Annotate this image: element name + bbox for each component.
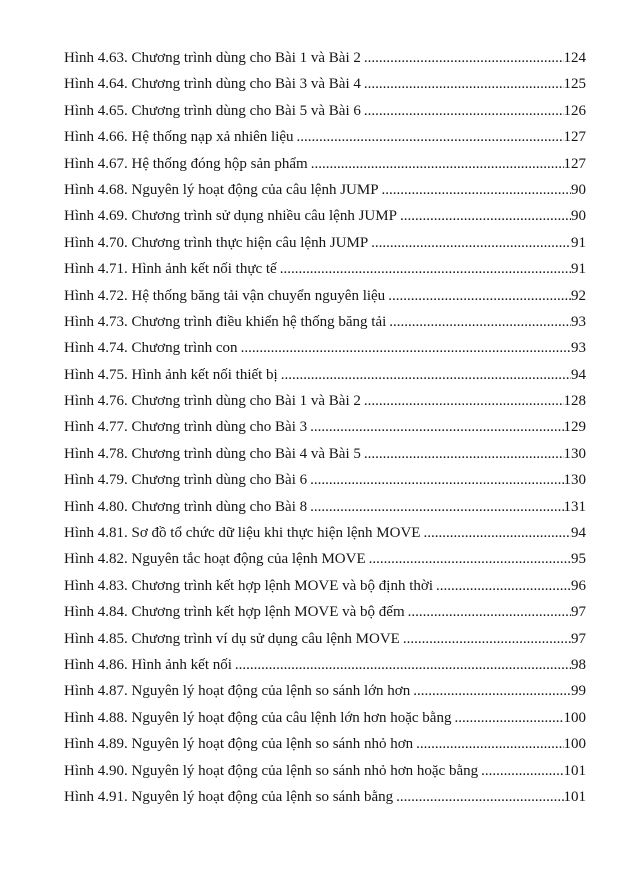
toc-entry: [64, 388, 586, 414]
dot-leader: [307, 494, 563, 520]
toc-entry-label: Hình 4.77. Chương trình dùng cho Bài 3: [64, 419, 308, 436]
toc-entry-label: Hình 4.87. Nguyên lý hoạt động của lệnh so sánh lớn hơn: [64, 683, 411, 700]
toc-entry: [64, 256, 586, 282]
toc-entry-page: 101: [563, 762, 586, 779]
dot-leader: [379, 177, 571, 203]
dot-leader: [361, 71, 564, 97]
toc-entry: [64, 203, 586, 229]
dot-leader: [238, 335, 571, 361]
toc-entry: [64, 230, 586, 256]
toc-entry-label: Hình 4.63. Chương trình dùng cho Bài 1 và Bài 2: [64, 50, 361, 66]
toc-entry-page: 92: [571, 287, 586, 304]
toc-entry: [64, 652, 586, 678]
dot-leader: [410, 678, 571, 704]
toc-entry-page: 94: [571, 525, 586, 542]
dot-leader: [420, 520, 571, 546]
dot-leader: [307, 414, 563, 440]
toc-entry-label: Hình 4.89. Nguyên lý hoạt động của lệnh so sánh nhỏ hơn: [64, 736, 414, 753]
toc-entry-page: 96: [571, 577, 586, 594]
toc-entry-label: Hình 4.74. Chương trình con: [64, 340, 238, 357]
toc-entry: [64, 731, 586, 757]
toc-entry-label: Hình 4.73. Chương trình điều khiển hệ thống băng tải: [64, 313, 387, 330]
toc-entry-label: Hình 4.68. Nguyên lý hoạt động của câu lệnh JUMP: [64, 181, 379, 198]
toc-entry-label: Hình 4.83. Chương trình kết hợp lệnh MOVE và bộ định thời: [64, 577, 433, 594]
toc-entry: [64, 362, 586, 388]
toc-entry: [64, 758, 586, 784]
toc-entry-page: 99: [571, 683, 586, 700]
dot-leader: [478, 758, 563, 784]
toc-entry-page: 100: [563, 709, 586, 726]
dot-leader: [277, 256, 571, 282]
toc-entry: [64, 414, 586, 440]
dot-leader: [278, 362, 571, 388]
toc-entry-label: Hình 4.79. Chương trình dùng cho Bài 6: [64, 472, 308, 489]
dot-leader: [433, 573, 571, 599]
toc-entry-page: 93: [571, 313, 586, 330]
toc-entry-label: Hình 4.90. Nguyên lý hoạt động của lệnh so sánh nhỏ hơn hoặc bằng: [64, 762, 479, 779]
dot-leader: [393, 784, 563, 810]
toc-entry-page: 125: [563, 76, 586, 93]
toc-entry-page: 94: [571, 366, 586, 383]
dot-leader: [294, 124, 564, 150]
dot-leader: [400, 626, 571, 652]
toc-entry-label: Hình 4.82. Nguyên tắc hoạt động của lệnh MOVE: [64, 551, 366, 568]
toc-entry-label: Hình 4.88. Nguyên lý hoạt động của câu lệnh lớn hơn hoặc bằng: [64, 709, 452, 726]
dot-leader: [361, 388, 564, 414]
toc-entry: [64, 626, 586, 652]
toc-entry-page: 129: [563, 419, 586, 436]
toc-entry-page: 93: [571, 340, 586, 357]
list-of-figures: [64, 45, 586, 810]
toc-entry-label: Hình 4.71. Hình ảnh kết nối thực tế: [64, 261, 277, 278]
dot-leader: [308, 151, 564, 177]
toc-entry-label: Hình 4.76. Chương trình dùng cho Bài 1 và Bài 2: [64, 393, 361, 410]
toc-entry-page: 130: [563, 472, 586, 489]
dot-leader: [361, 45, 564, 71]
toc-entry-label: Hình 4.86. Hình ảnh kết nối: [64, 656, 232, 673]
toc-entry: [64, 599, 586, 625]
toc-entry: [64, 335, 586, 361]
dot-leader: [385, 283, 571, 309]
dot-leader: [232, 652, 571, 678]
toc-entry: [64, 784, 586, 810]
dot-leader: [361, 441, 564, 467]
toc-entry-label: Hình 4.81. Sơ đồ tổ chức dữ liệu khi thực hiện lệnh MOVE: [64, 525, 421, 542]
toc-entry-page: 91: [571, 261, 586, 278]
toc-entry-page: 131: [563, 498, 586, 515]
dot-leader: [368, 230, 571, 256]
toc-entry-page: 127: [563, 129, 586, 146]
toc-entry-label: Hình 4.65. Chương trình dùng cho Bài 5 và Bài 6: [64, 102, 361, 119]
toc-entry-label: Hình 4.67. Hệ thống đóng hộp sản phẩm: [64, 155, 308, 172]
dot-leader: [451, 705, 563, 731]
toc-entry-label: Hình 4.70. Chương trình thực hiện câu lệnh JUMP: [64, 234, 369, 251]
toc-entry: [64, 283, 586, 309]
dot-leader: [397, 203, 571, 229]
toc-entry: [64, 546, 586, 572]
toc-entry: [64, 124, 586, 150]
toc-entry-page: 97: [571, 630, 586, 647]
toc-entry-page: 124: [563, 50, 586, 66]
toc-entry-label: Hình 4.69. Chương trình sử dụng nhiều câu lệnh JUMP: [64, 208, 397, 225]
toc-entry-page: 127: [563, 155, 586, 172]
dot-leader: [413, 731, 563, 757]
toc-entry-page: 130: [563, 445, 586, 462]
toc-entry: [64, 678, 586, 704]
toc-entry: [64, 494, 586, 520]
toc-entry: [64, 441, 586, 467]
toc-entry-page: 95: [571, 551, 586, 568]
toc-entry: [64, 520, 586, 546]
toc-entry-label: Hình 4.84. Chương trình kết hợp lệnh MOVE và bộ đếm: [64, 604, 405, 621]
toc-entry-page: 98: [571, 656, 586, 673]
toc-entry-page: 90: [571, 208, 586, 225]
toc-entry-label: Hình 4.75. Hình ảnh kết nối thiết bị: [64, 366, 278, 383]
dot-leader: [405, 599, 571, 625]
toc-entry-label: Hình 4.91. Nguyên lý hoạt động của lệnh so sánh bằng: [64, 788, 394, 805]
toc-entry: [64, 71, 586, 97]
dot-leader: [366, 546, 571, 572]
toc-entry-page: 126: [563, 102, 586, 119]
toc-entry-page: 100: [563, 736, 586, 753]
toc-entry-label: Hình 4.72. Hệ thống băng tải vận chuyển nguyên liệu: [64, 287, 386, 304]
toc-entry: [64, 573, 586, 599]
dot-leader: [386, 309, 571, 335]
toc-entry-label: Hình 4.64. Chương trình dùng cho Bài 3 và Bài 4: [64, 76, 361, 93]
toc-entry: [64, 705, 586, 731]
toc-entry-page: 101: [563, 788, 586, 805]
toc-entry-page: 97: [571, 604, 586, 621]
toc-entry-label: Hình 4.66. Hệ thống nạp xả nhiên liệu: [64, 129, 294, 146]
toc-entry: [64, 98, 586, 124]
toc-entry: [64, 309, 586, 335]
toc-entry-page: 128: [563, 393, 586, 410]
toc-entry-label: Hình 4.85. Chương trình ví dụ sử dụng câu lệnh MOVE: [64, 630, 400, 647]
toc-entry-page: 90: [571, 181, 586, 198]
toc-entry-label: Hình 4.78. Chương trình dùng cho Bài 4 và Bài 5: [64, 445, 361, 462]
toc-entry-label: Hình 4.80. Chương trình dùng cho Bài 8: [64, 498, 308, 515]
toc-entry: [64, 177, 586, 203]
toc-entry: [64, 467, 586, 493]
toc-entry: [64, 151, 586, 177]
dot-leader: [307, 467, 563, 493]
toc-entry-page: 91: [571, 234, 586, 251]
toc-entry: [64, 45, 586, 71]
dot-leader: [361, 98, 564, 124]
